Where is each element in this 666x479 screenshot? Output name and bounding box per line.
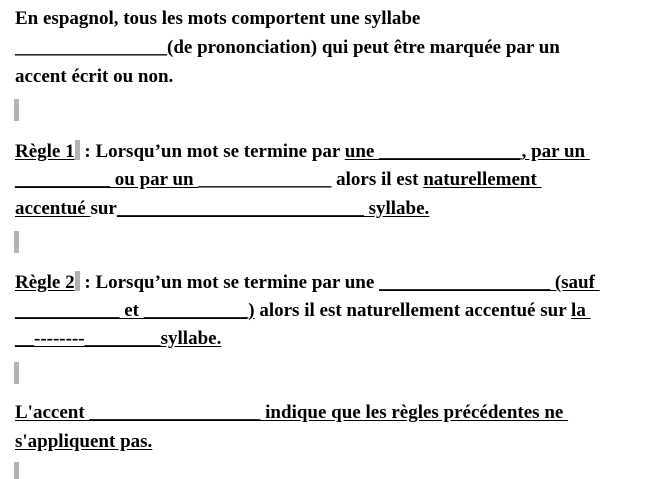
- rule2-blank-1: __________________ (sauf: [379, 272, 600, 293]
- paragraph-marker: [14, 362, 19, 384]
- intro-line-1: [15, 8, 420, 30]
- rule1-blank-1: une _______________, par un: [344, 141, 590, 162]
- paragraph-marker: [14, 99, 19, 121]
- rule1-text-2: alors il est: [331, 169, 424, 190]
- accent-line-2: [15, 431, 152, 453]
- rule2-label: Règle 2: [15, 272, 75, 293]
- rule1-text-3: sur: [90, 198, 117, 219]
- accent-text-1: L'accent: [15, 402, 90, 423]
- intro-text-1: En espagnol, tous les mots comportent une syllabe: [15, 8, 421, 29]
- rule1-line-1: [15, 140, 590, 163]
- rule2-syllable-blank: __--------________syllabe.: [15, 328, 222, 349]
- rule2-blank-2: ___________ et ___________): [15, 300, 255, 321]
- rule1-line-2: [15, 169, 542, 191]
- rule2-line-1: [15, 271, 600, 294]
- rule1-naturally: naturellement: [423, 169, 542, 190]
- rule1-label: Règle 1: [15, 141, 75, 162]
- rule2-colon: :: [79, 272, 96, 293]
- rule2-article: la: [571, 300, 591, 321]
- intro-line-3: [15, 66, 173, 88]
- intro-text-2: (de prononciation) qui peut être marquée par un: [167, 37, 560, 58]
- rule1-blank-3: ______________: [198, 169, 332, 190]
- rule1-syllable-blank: __________________________ syllabe.: [116, 198, 430, 219]
- rule2-text-2: alors il est naturellement accentué sur: [254, 300, 572, 321]
- intro-text-3: accent écrit ou non.: [15, 66, 174, 87]
- rule1-colon: :: [79, 141, 96, 162]
- paragraph-marker: [14, 231, 19, 253]
- paragraph-marker: [14, 462, 19, 479]
- syllable-blank: ________________: [15, 37, 167, 58]
- rule2-line-3: [15, 328, 221, 350]
- rule1-line-3: [15, 198, 429, 220]
- intro-line-2: [15, 37, 560, 59]
- rule1-accented: accentué: [15, 198, 91, 219]
- rule2-line-2: [15, 300, 591, 322]
- accent-line-1: [15, 402, 568, 424]
- rule1-blank-2: __________ ou par un: [15, 169, 199, 190]
- accent-blank: __________________ indique que les règles précédentes ne: [89, 402, 569, 423]
- accent-text-2: s'appliquent pas.: [15, 431, 153, 452]
- rule1-text-1: Lorsqu’un mot se termine par: [95, 141, 345, 162]
- rule2-text-1: Lorsqu’un mot se termine par une: [95, 272, 380, 293]
